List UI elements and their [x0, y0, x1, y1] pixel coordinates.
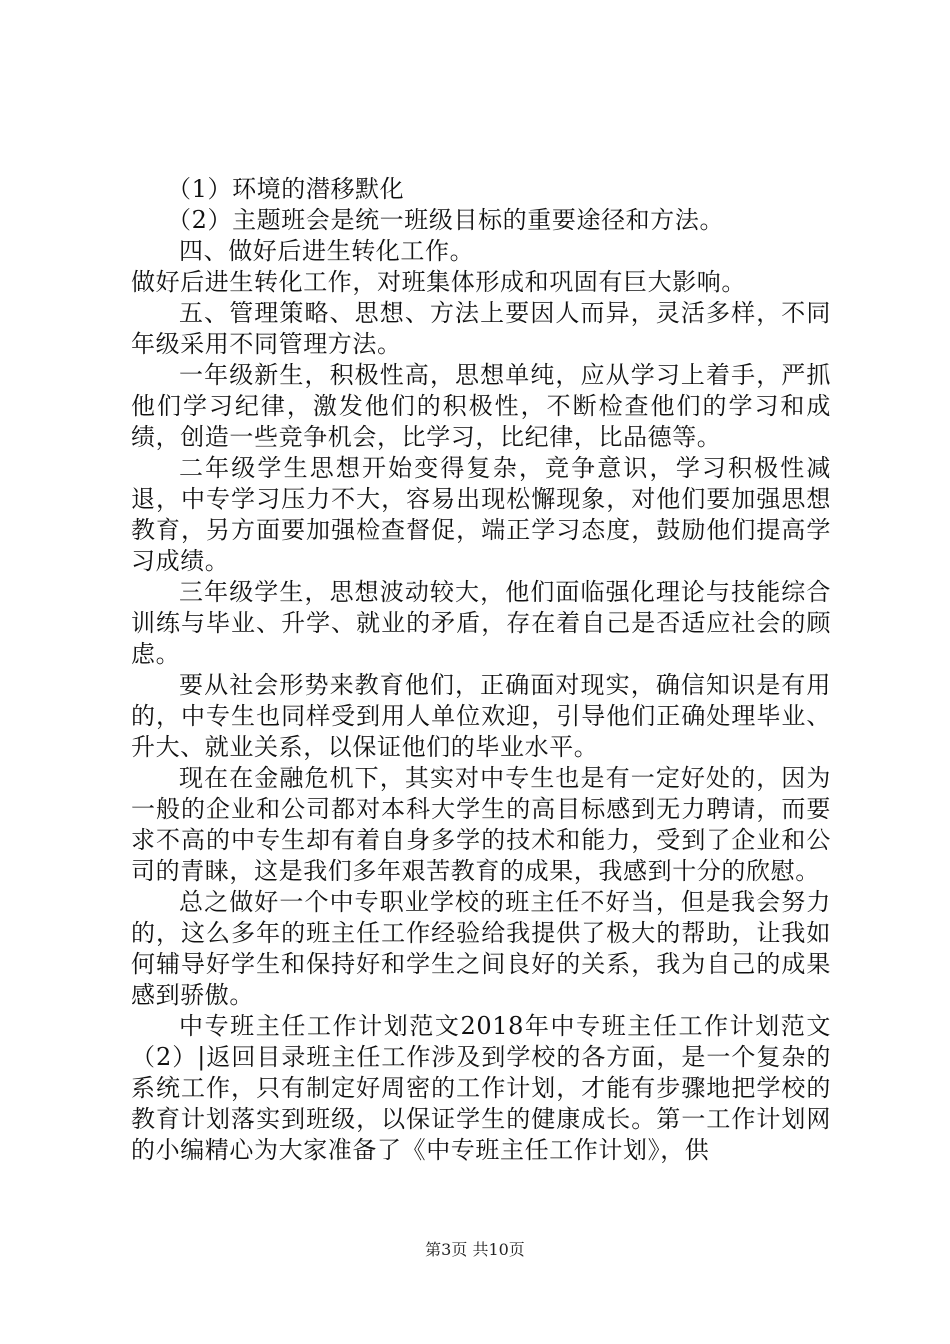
heading-section-five: 五、管理策略、思想、方法上要因人而异，灵活多样，不同年级采用不同管理方法。 [131, 299, 831, 358]
heading-section-four: 四、做好后进生转化工作。 [179, 237, 475, 265]
paragraph-conclusion: 总之做好一个中专职业学校的班主任不好当，但是我会努力的，这么多年的班主任工作经验给我提供了极大的帮助，让我如何辅导好学生和保持好和学生之间良好的关系，我为自己的成果感到骄傲。 [131, 888, 831, 1009]
paragraph-second-year: 二年级学生思想开始变得复杂，竞争意识，学习积极性减退，中专学习压力不大，容易出现松懈现象，对他们要加强思想教育，另方面要加强检查督促，端正学习态度，鼓励他们提高学习成绩。 [131, 454, 831, 575]
paragraph-social-education: 要从社会形势来教育他们，正确面对现实，确信知识是有用的，中专生也同样受到用人单位欢迎，引导他们正确处理毕业、升大、就业关系，以保证他们的毕业水平。 [131, 671, 831, 761]
page-number: 第3页 共10页 [425, 1240, 525, 1259]
paragraph-env-influence: （1）环境的潜移默化 [167, 175, 405, 203]
paragraph-third-year: 三年级学生，思想波动较大，他们面临强化理论与技能综合训练与毕业、升学、就业的矛盾，存在着自己是否适应社会的顾虑。 [131, 578, 831, 668]
document-body [131, 174, 831, 1166]
paragraph-plan-intro: 中专班主任工作计划范文2018年中专班主任工作计划范文（2）|返回目录班主任工作涉及到学校的各方面，是一个复杂的系统工作，只有制定好周密的工作计划，才能有步骤地把学校的教育计划落实到班级，以保证学生的健康成长。第一工作计划网的小编精心为大家准备了《中专班主任工作计划》，供 [131, 1012, 831, 1164]
paragraph-financial-crisis: 现在在金融危机下，其实对中专生也是有一定好处的，因为一般的企业和公司都对本科大学生的高目标感到无力聘请，而要求不高的中专生却有着自身多学的技术和能力，受到了企业和公司的青睐，这是我们多年艰苦教育的成果，我感到十分的欣慰。 [131, 764, 831, 885]
paragraph-lagging-students: 做好后进生转化工作，对班集体形成和巩固有巨大影响。 [131, 268, 746, 296]
paragraph-first-year: 一年级新生，积极性高，思想单纯，应从学习上着手，严抓他们学习纪律，激发他们的积极性，不断检查他们的学习和成绩，创造一些竞争机会，比学习，比纪律，比品德等。 [131, 361, 831, 451]
paragraph-theme-meeting: （2）主题班会是统一班级目标的重要途径和方法。 [167, 206, 725, 234]
